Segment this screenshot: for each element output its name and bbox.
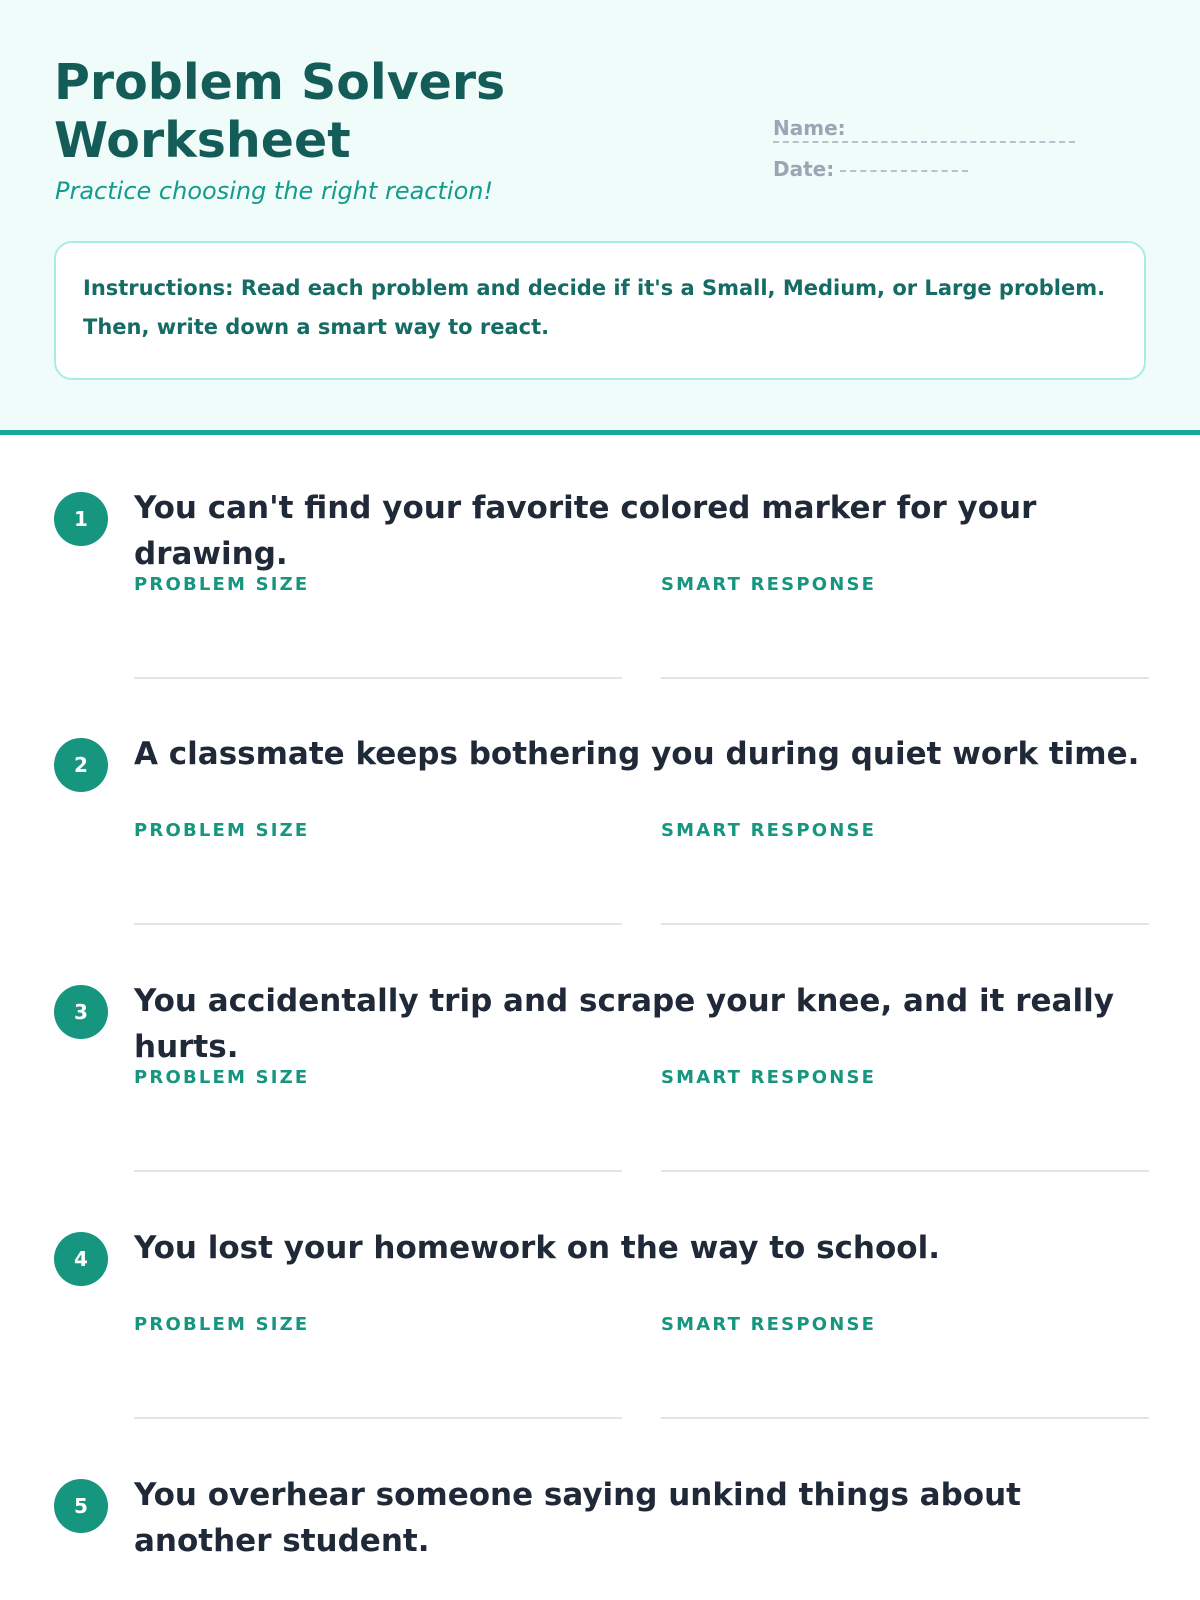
problem-number-badge: 2 xyxy=(54,738,108,792)
smart-response-field[interactable] xyxy=(661,574,1149,595)
problem-size-label: PROBLEM SIZE xyxy=(134,1067,310,1088)
problem-size-label: PROBLEM SIZE xyxy=(134,820,310,841)
problem-size-field[interactable] xyxy=(134,574,622,595)
problem-text: You overhear someone saying unkind things about another student. xyxy=(134,1477,1021,1559)
problem-number-badge: 4 xyxy=(54,1232,108,1286)
smart-response-label: SMART RESPONSE xyxy=(661,1314,877,1335)
student-info xyxy=(773,116,1075,181)
date-label: Date: xyxy=(773,157,835,181)
smart-response-field[interactable] xyxy=(661,1067,1149,1088)
problem-size-label: PROBLEM SIZE xyxy=(134,1314,310,1335)
smart-response-field[interactable] xyxy=(661,820,1149,841)
name-label: Name: xyxy=(773,116,846,140)
problem-text: You can't find your favorite colored marker for your drawing. xyxy=(134,490,1037,572)
smart-response-line[interactable] xyxy=(661,1417,1149,1419)
date-blank[interactable] xyxy=(840,170,968,172)
problem-number-badge: 5 xyxy=(54,1479,108,1533)
smart-response-label: SMART RESPONSE xyxy=(661,820,877,841)
problem-text: A classmate keeps bothering you during quiet work time. xyxy=(134,736,1140,772)
smart-response-line[interactable] xyxy=(661,1170,1149,1172)
smart-response-label: SMART RESPONSE xyxy=(661,574,877,595)
problem-list xyxy=(0,435,1200,1600)
worksheet-header xyxy=(0,0,1200,435)
problem-size-label: PROBLEM SIZE xyxy=(134,574,310,595)
problem-number-badge: 1 xyxy=(54,492,108,546)
name-field[interactable] xyxy=(773,116,1075,149)
problem-size-line[interactable] xyxy=(134,1170,622,1172)
problem-size-line[interactable] xyxy=(134,677,622,679)
problem-size-line[interactable] xyxy=(134,923,622,925)
problem-text: You accidentally trip and scrape your knee, and it really hurts. xyxy=(134,983,1114,1065)
worksheet-subtitle: Practice choosing the right reaction! xyxy=(55,177,494,205)
smart-response-line[interactable] xyxy=(661,677,1149,679)
problem-size-field[interactable] xyxy=(134,820,622,841)
date-field[interactable] xyxy=(773,157,1075,181)
problem-number-badge: 3 xyxy=(54,985,108,1039)
instructions-box: Instructions: Read each problem and decide if it's a Small, Medium, or Large problem. Then, write down a smart way to react. xyxy=(54,241,1146,380)
smart-response-line[interactable] xyxy=(661,923,1149,925)
worksheet-title: Problem Solvers Worksheet xyxy=(54,54,506,169)
problem-size-field[interactable] xyxy=(134,1314,622,1335)
smart-response-label: SMART RESPONSE xyxy=(661,1067,877,1088)
name-blank[interactable] xyxy=(773,141,1075,143)
smart-response-field[interactable] xyxy=(661,1314,1149,1335)
problem-size-field[interactable] xyxy=(134,1067,622,1088)
problem-size-line[interactable] xyxy=(134,1417,622,1419)
problem-text: You lost your homework on the way to school. xyxy=(134,1230,940,1266)
